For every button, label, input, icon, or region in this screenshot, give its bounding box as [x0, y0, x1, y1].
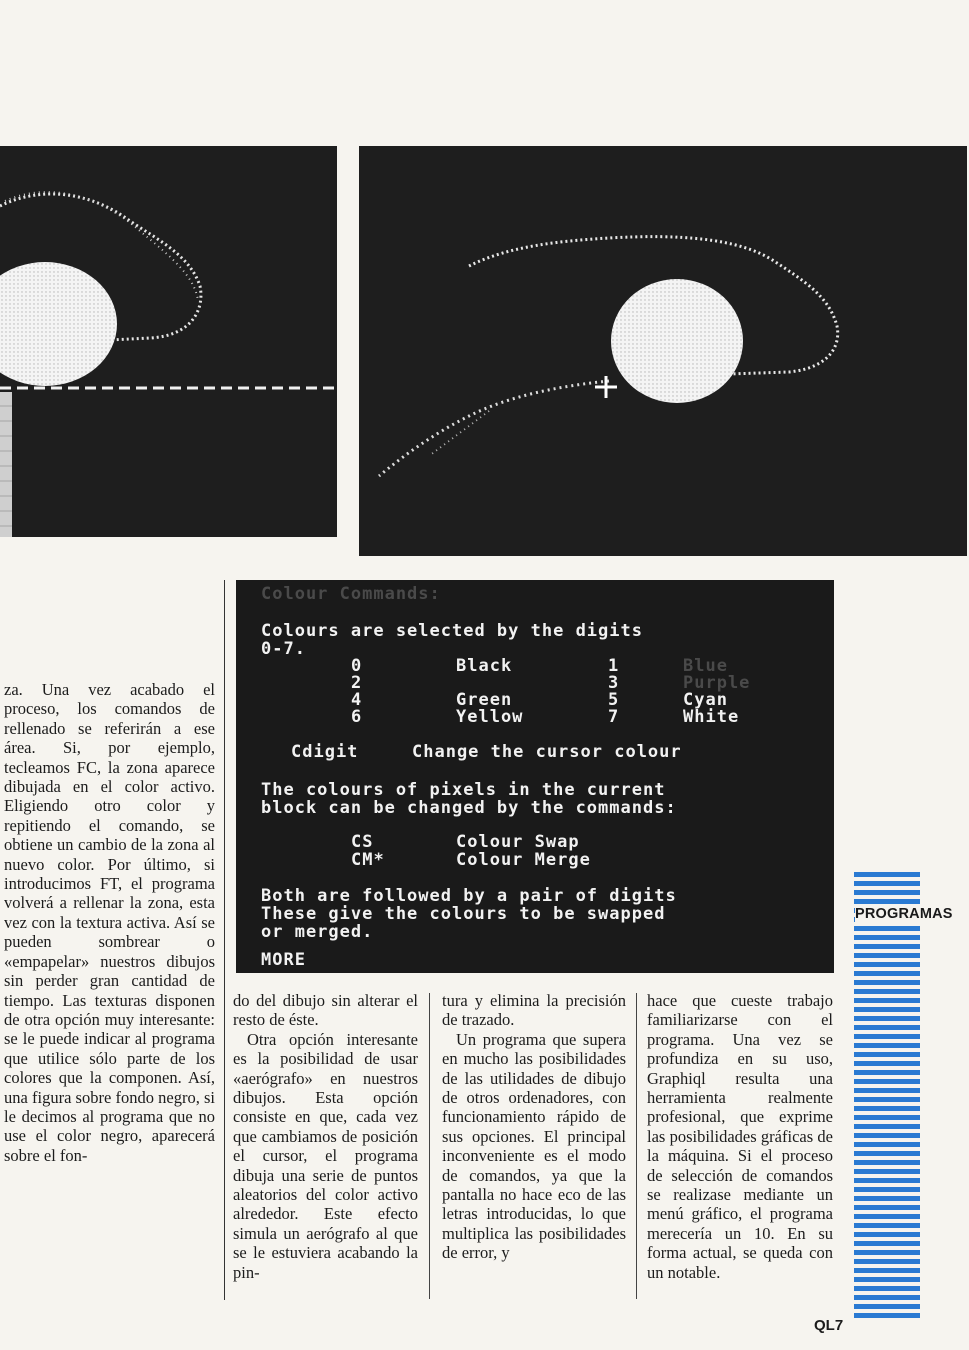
colour-name: White — [683, 707, 740, 727]
column-rule — [636, 993, 637, 1299]
pixels-line-2: block can be changed by the commands: — [261, 798, 677, 818]
colour-digit: 3 — [608, 673, 620, 693]
intro-line-1: Colours are selected by the digits — [261, 621, 643, 641]
both-line-2: These give the colours to be swapped — [261, 904, 666, 924]
section-stripe — [854, 1295, 920, 1300]
colour-name: Cyan — [683, 690, 728, 710]
cdigit-description: Change the cursor colour — [412, 742, 682, 762]
section-stripe — [854, 1088, 920, 1093]
section-stripe — [854, 1259, 920, 1264]
section-stripe — [854, 1016, 920, 1021]
section-stripe — [854, 1070, 920, 1075]
colour-digit: 7 — [608, 707, 620, 727]
article-column-2 — [233, 991, 418, 1282]
colour-digit: 0 — [351, 656, 363, 676]
screenshot-left-drawing — [0, 146, 337, 537]
section-stripe — [854, 935, 920, 940]
section-stripe — [854, 1205, 920, 1210]
section-stripe — [854, 1277, 920, 1282]
section-stripe — [854, 1169, 920, 1174]
colour-name: Purple — [683, 673, 751, 693]
section-stripe — [854, 926, 920, 931]
section-stripe — [854, 872, 920, 877]
section-stripe — [854, 1151, 920, 1156]
article-column-4 — [647, 991, 833, 1282]
section-stripe — [854, 1142, 920, 1147]
section-stripe — [854, 1241, 920, 1246]
colour-digit: 1 — [608, 656, 620, 676]
both-line-1: Both are followed by a pair of digits — [261, 886, 677, 906]
colour-name: Blue — [683, 656, 728, 676]
section-stripe — [854, 989, 920, 994]
section-stripe — [854, 1286, 920, 1291]
section-stripe — [854, 1115, 920, 1120]
section-stripe — [854, 1313, 920, 1318]
colour-digit: 6 — [351, 707, 363, 727]
paragraph: Otra opción interesante es la posibilidad de usar «aerógrafo» en nuestros dibujos. Esta opción consiste en que, cada vez que cambiamos de posición el cursor, el programa dibuja una serie de puntos aleatorios del color activo alrededor. Este efecto simula un aerógrafo al que se le estuviera acabando la pin- — [233, 1029, 418, 1282]
section-stripe — [854, 1133, 920, 1138]
section-stripe — [854, 1214, 920, 1219]
section-stripe — [854, 1025, 920, 1030]
screenshot-left — [0, 146, 337, 537]
section-stripe — [854, 1304, 920, 1309]
section-stripe — [854, 998, 920, 1003]
section-stripe — [854, 890, 920, 895]
more-prompt: MORE — [261, 950, 306, 970]
article-column-3 — [442, 991, 626, 1263]
section-stripe — [854, 1160, 920, 1165]
section-stripe — [854, 944, 920, 949]
section-stripe — [854, 1043, 920, 1048]
section-stripe — [854, 1250, 920, 1255]
paragraph: za. Una vez acabado el proceso, los comandos de rellenado se referirán a ese área. Si, por ejemplo, tecleamos FC, la zona aparece dibujada en el color activo. Eligiendo otro color y repitiendo el comando, se obtiene un cambio de la zona al nuevo color. Por último, si introducimos FT, el programa volverá a rellenar la zona, esta vez con la textura activa. Así se pueden sombrear o «empapelar» nuestros dibujos sin perder gran cantidad de tiempo. Las texturas disponen de otra opción muy interesante: se le puede indicar al programa que utilice sólo parte de los colores que la componen. Así, una figura sobre fondo negro, si le decimos al programa que no use el color negro, aparecerá sobre el fon- — [4, 680, 215, 1165]
section-stripe — [854, 1061, 920, 1066]
screenshot-right-drawing — [359, 146, 967, 556]
paragraph: tura y elimina la precisión de trazado. — [442, 991, 626, 1030]
section-stripe — [854, 971, 920, 976]
section-stripe — [854, 1268, 920, 1273]
column-rule — [429, 993, 430, 1299]
page-number: QL7 — [814, 1317, 844, 1334]
cm-description: Colour Merge — [456, 850, 591, 870]
section-stripe — [854, 980, 920, 985]
cs-command: CS — [351, 832, 374, 852]
section-stripe — [854, 899, 920, 904]
section-stripe — [854, 1223, 920, 1228]
section-stripe — [854, 1052, 920, 1057]
cs-description: Colour Swap — [456, 832, 580, 852]
column-rule — [224, 580, 225, 1300]
colour-name: Yellow — [456, 707, 524, 727]
section-stripe — [854, 1106, 920, 1111]
section-stripe — [854, 1187, 920, 1192]
colour-digit: 2 — [351, 673, 363, 693]
section-stripe — [854, 1232, 920, 1237]
colour-name: Green — [456, 690, 513, 710]
paragraph: hace que cueste trabajo familiarizarse con el programa. Una vez se profundiza en su uso, Graphiql resulta una herramienta realmente profesional, que exprime las posibilidades gráficas de la máquina. Si el proceso de selección de comandos se realizase mediante un menú gráfico, el programa merecería un 10. En su forma actual, se queda con un notable. — [647, 991, 833, 1282]
pixels-line-1: The colours of pixels in the current — [261, 780, 666, 800]
both-line-3: or merged. — [261, 922, 374, 942]
section-label: PROGRAMAS — [855, 906, 955, 922]
section-stripe — [854, 1034, 920, 1039]
section-stripe — [854, 1097, 920, 1102]
screenshot-right — [359, 146, 967, 556]
intro-line-2: 0-7. — [261, 639, 306, 659]
screen-header: Colour Commands: — [261, 584, 441, 604]
colour-name: Black — [456, 656, 513, 676]
section-stripe — [854, 1124, 920, 1129]
section-stripe — [854, 962, 920, 967]
section-stripe — [854, 1007, 920, 1012]
section-stripe — [854, 1079, 920, 1084]
section-marker-bars — [854, 872, 920, 1322]
colour-digit: 4 — [351, 690, 363, 710]
cdigit-command: Cdigit — [291, 742, 359, 762]
section-stripe — [854, 1196, 920, 1201]
paragraph: do del dibujo sin alterar el resto de éste. — [233, 991, 418, 1030]
article-column-1 — [0, 680, 215, 1165]
section-stripe — [854, 881, 920, 886]
paragraph: Un programa que supera en mucho las posibilidades de las utilidades de dibujo de otros ordenadores, con funcionamiento rápido de sus opciones. El principal inconveniente es el modo de comandos, ya que la pantalla no hace eco de las letras introducidas, lo que multiplica las posibilidades de error, y — [442, 1029, 626, 1263]
section-stripe — [854, 1178, 920, 1183]
cm-command: CM* — [351, 850, 385, 870]
colour-digit: 5 — [608, 690, 620, 710]
section-stripe — [854, 953, 920, 958]
ql-help-screen — [236, 580, 834, 973]
